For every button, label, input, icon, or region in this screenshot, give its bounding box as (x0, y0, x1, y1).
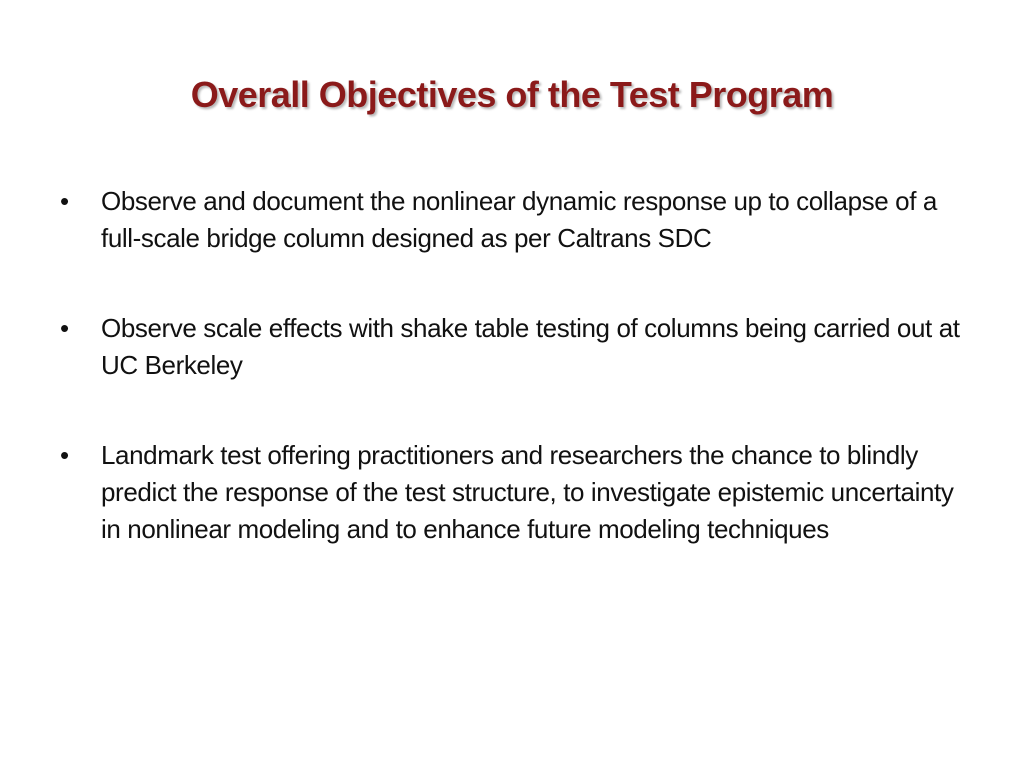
bullet-icon: • (60, 313, 69, 343)
bullet-text: Landmark test offering practitioners and researchers the chance to blindly predict the response of the test structure, to investigate epistemic uncertainty in nonlinear modeling and to enhance future modeling techniques (101, 440, 954, 544)
slide-title: Overall Objectives of the Test Program (190, 74, 834, 115)
bullet-list (60, 183, 970, 601)
bullet-icon: • (60, 186, 69, 216)
bullet-item (60, 437, 970, 548)
bullet-item (60, 310, 970, 384)
bullet-text: Observe scale effects with shake table testing of columns being carried out at UC Berkeley (101, 313, 960, 380)
bullet-icon: • (60, 440, 69, 470)
bullet-text: Observe and document the nonlinear dynamic response up to collapse of a full-scale bridge column designed as per Caltrans SDC (101, 186, 937, 253)
bullet-item (60, 183, 970, 257)
